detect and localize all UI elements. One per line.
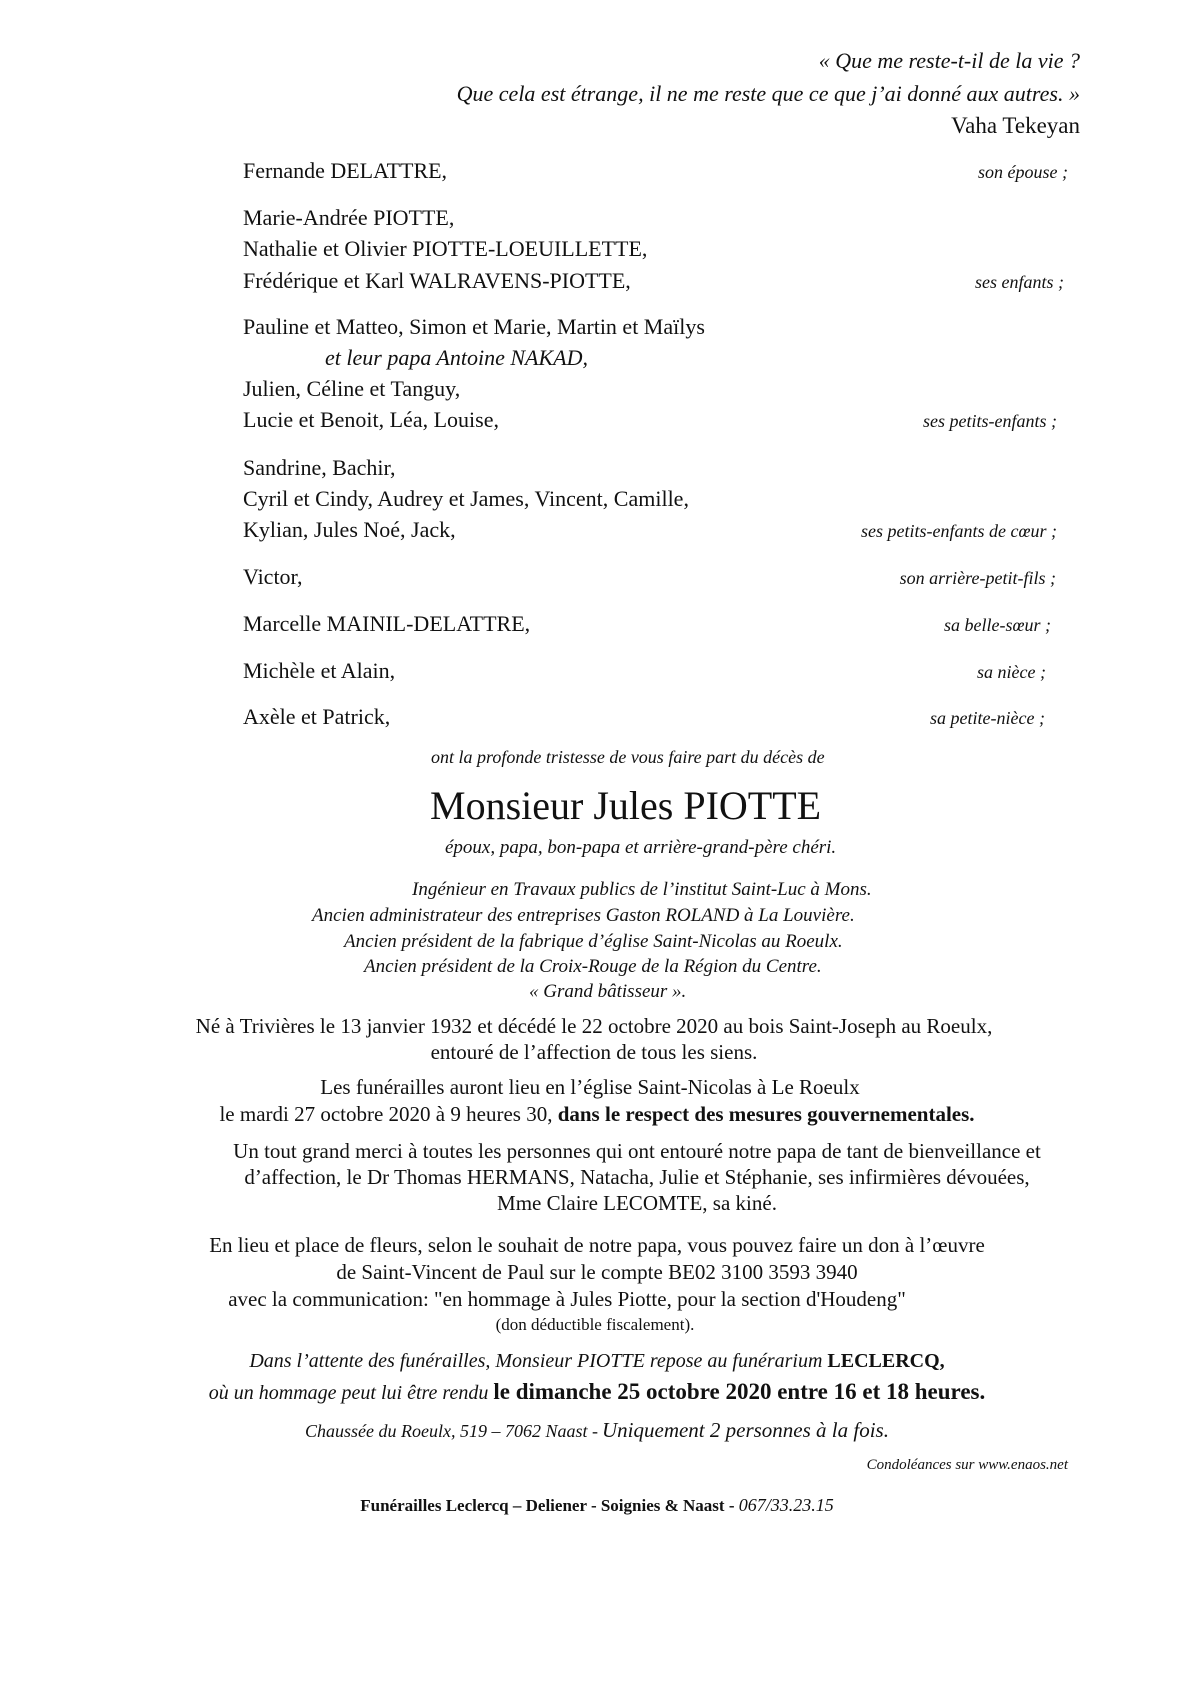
family-name: Fernande DELATTRE, — [243, 158, 448, 183]
funeral-line-1: Les funérailles auront lieu en l’église Saint-Nicolas à Le Roeulx — [320, 1075, 860, 1099]
family-name: Cyril et Cindy, Audrey et James, Vincent, Camille, — [243, 486, 689, 511]
family-relation: ses petits-enfants de cœur ; — [861, 521, 1057, 541]
family-relation: sa petite-nièce ; — [930, 708, 1045, 728]
thanks-line: Mme Claire LECOMTE, sa kiné. — [497, 1191, 777, 1215]
family-relation: sa belle-sœur ; — [944, 615, 1051, 635]
visitation-line-2 — [0, 1380, 1194, 1403]
birth-death-line-1: Né à Trivières le 13 janvier 1932 et décédé le 22 octobre 2020 au bois Saint-Joseph au Roeulx, — [195, 1014, 993, 1038]
epigraph-line-1: « Que me reste-t-il de la vie ? — [818, 48, 1080, 73]
deceased-title-line: Ancien administrateur des entreprises Gaston ROLAND à La Louvière. — [312, 905, 855, 926]
visitation-address — [0, 1420, 1194, 1441]
thanks-line: d’affection, le Dr Thomas HERMANS, Natacha, Julie et Stéphanie, ses infirmières dévouées, — [244, 1165, 1030, 1189]
footer-company: Funérailles Leclercq – Deliener - Soignies & Naast - — [360, 1496, 735, 1515]
family-name: Julien, Céline et Tanguy, — [243, 376, 461, 401]
family-name: et leur papa Antoine NAKAD, — [325, 345, 588, 370]
deceased-title-line: Ancien président de la fabrique d’église Saint-Nicolas au Roeulx. — [344, 931, 843, 952]
family-name: Marcelle MAINIL-DELATTRE, — [243, 611, 531, 636]
deceased-name: Monsieur Jules PIOTTE — [430, 783, 822, 828]
deceased-title-line: « Grand bâtisseur ». — [529, 981, 687, 1002]
donation-communication: avec la communication: "en hommage à Jules Piotte, pour la section d'Houdeng" — [228, 1287, 906, 1311]
birth-death-line-2: entouré de l’affection de tous les siens. — [430, 1040, 758, 1064]
deceased-title-line: Ingénieur en Travaux publics de l’institut Saint-Luc à Mons. — [412, 879, 872, 900]
condolences-link[interactable]: Condoléances sur www.enaos.net — [866, 1457, 1068, 1473]
family-name: Lucie et Benoit, Léa, Louise, — [243, 407, 499, 432]
family-name: Marie-Andrée PIOTTE, — [243, 205, 455, 230]
donation-account: de Saint-Vincent de Paul sur le compte BE02 3100 3593 3940 — [336, 1260, 858, 1284]
family-name: Sandrine, Bachir, — [243, 455, 396, 480]
deceased-subtitle: époux, papa, bon-papa et arrière-grand-père chéri. — [445, 837, 837, 858]
family-name: Kylian, Jules Noé, Jack, — [243, 517, 456, 542]
announcement-text: ont la profonde tristesse de vous faire part du décès de — [431, 747, 825, 767]
family-name: Nathalie et Olivier PIOTTE-LOEUILLETTE, — [243, 236, 648, 261]
address-text: Chaussée du Roeulx, 519 – 7062 Naast - — [305, 1421, 598, 1441]
funeral-notice: dans le respect des mesures gouvernementales. — [557, 1102, 975, 1126]
donation-line: En lieu et place de fleurs, selon le souhait de notre papa, vous pouvez faire un don à l’œuvre — [209, 1233, 985, 1257]
donation-tax-note: (don déductible fiscalement). — [495, 1315, 695, 1334]
visitation-restriction: Uniquement 2 personnes à la fois. — [602, 1418, 889, 1442]
family-name: Frédérique et Karl WALRAVENS-PIOTTE, — [243, 268, 631, 293]
funeral-line-2 — [0, 1104, 1194, 1125]
family-relation: son arrière-petit-fils ; — [899, 568, 1056, 588]
family-relation: sa nièce ; — [977, 662, 1046, 682]
family-name: Axèle et Patrick, — [243, 704, 391, 729]
family-name: Michèle et Alain, — [243, 658, 396, 683]
visitation-text: où un hommage peut lui être rendu — [208, 1382, 489, 1404]
visitation-text: Dans l’attente des funérailles, Monsieur PIOTTE repose au funérarium — [249, 1350, 823, 1372]
family-name: Pauline et Matteo, Simon et Marie, Martin et Maïlys — [243, 314, 705, 339]
family-name: Victor, — [243, 564, 303, 589]
footer-phone: 067/33.23.15 — [738, 1495, 834, 1515]
funerarium-name: LECLERCQ, — [827, 1350, 945, 1372]
funeral-datetime: le mardi 27 octobre 2020 à 9 heures 30, — [219, 1102, 553, 1126]
footer — [0, 1496, 1194, 1514]
deceased-title-line: Ancien président de la Croix-Rouge de la Région du Centre. — [364, 956, 822, 977]
thanks-line: Un tout grand merci à toutes les personnes qui ont entouré notre papa de tant de bienveillance et — [233, 1139, 1041, 1163]
epigraph-line-2: Que cela est étrange, il ne me reste que ce que j’ai donné aux autres. » — [456, 81, 1080, 106]
visitation-line-1 — [0, 1351, 1194, 1371]
family-relation: ses enfants ; — [975, 272, 1064, 292]
family-relation: son épouse ; — [978, 162, 1068, 182]
epigraph-author: Vaha Tekeyan — [951, 113, 1080, 138]
family-relation: ses petits-enfants ; — [923, 411, 1057, 431]
visitation-datetime: le dimanche 25 octobre 2020 entre 16 et 18 heures. — [493, 1379, 986, 1404]
